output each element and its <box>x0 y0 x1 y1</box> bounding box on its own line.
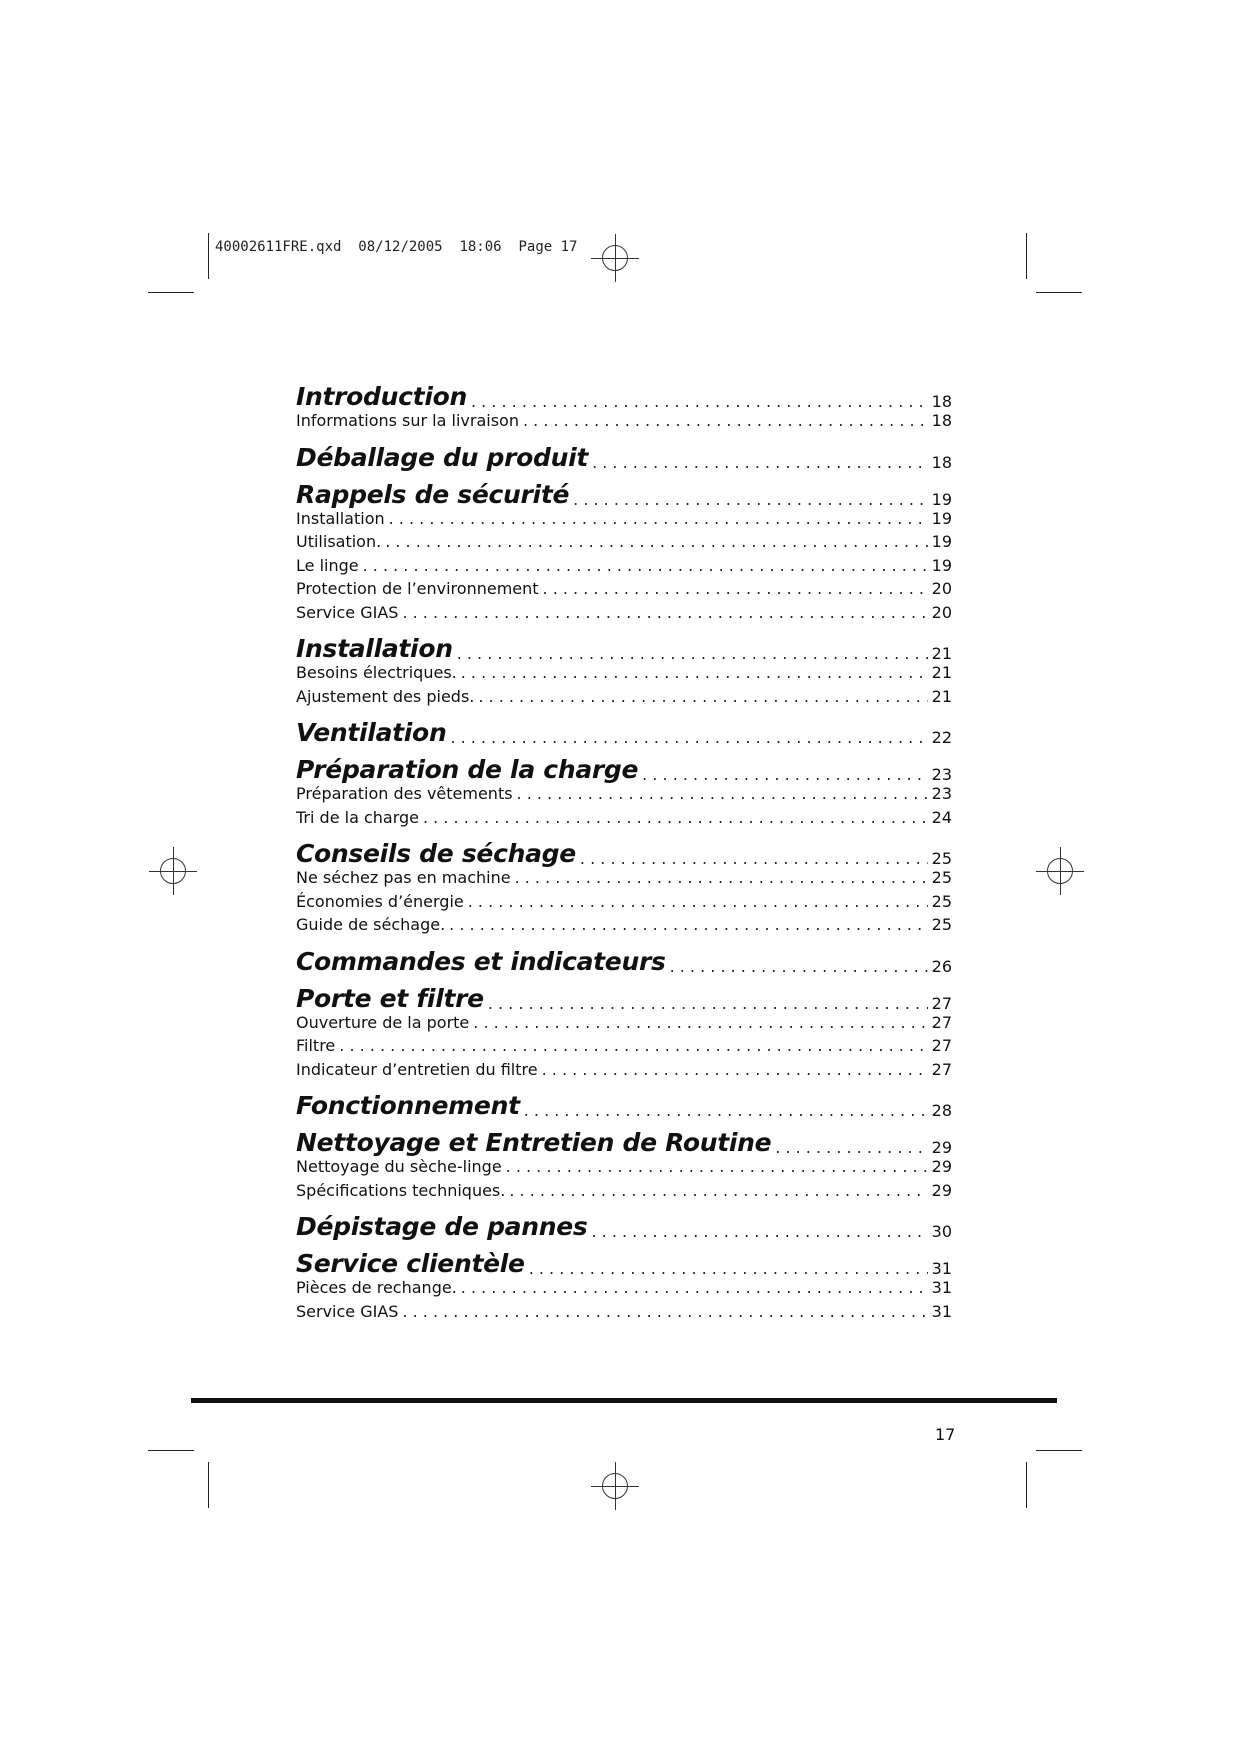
crop-mark <box>1026 1462 1027 1508</box>
toc-title: Ajustement des pieds. <box>296 686 475 706</box>
toc-title: Dépistage de pannes <box>296 1212 588 1241</box>
toc-subsection-entry <box>296 1060 952 1084</box>
toc-subsection-entry <box>296 411 952 435</box>
toc-dot-leader <box>580 849 928 868</box>
toc-page-number: 30 <box>931 1222 952 1241</box>
toc-section-entry <box>296 435 952 472</box>
toc-page-number: 25 <box>931 915 952 934</box>
toc-page-number: 21 <box>931 644 952 663</box>
toc-section-entry <box>296 1083 952 1120</box>
toc-page-number: 29 <box>931 1138 952 1157</box>
toc-section-entry <box>296 472 952 509</box>
toc-page-number: 25 <box>931 849 952 868</box>
toc-dot-leader <box>543 579 928 598</box>
toc-dot-leader <box>523 411 928 430</box>
toc-page-number: 31 <box>931 1259 952 1278</box>
toc-dot-leader <box>573 490 928 509</box>
toc-subsection-entry <box>296 1302 952 1326</box>
toc-page-number: 27 <box>931 1036 952 1055</box>
toc-subsection-entry <box>296 663 952 687</box>
toc-title: Fonctionnement <box>296 1091 520 1120</box>
toc-title: Ventilation <box>296 718 447 747</box>
toc-title: Installation <box>296 508 385 528</box>
toc-page-number: 27 <box>931 1012 952 1032</box>
toc-section-entry <box>296 747 952 784</box>
toc-page-number: 25 <box>931 868 952 887</box>
page-number: 17 <box>935 1425 956 1444</box>
crop-mark <box>148 1450 194 1451</box>
toc-dot-leader <box>515 868 928 887</box>
toc-page-number: 29 <box>931 1157 952 1176</box>
toc-dot-leader <box>473 1013 927 1032</box>
toc-page-number: 23 <box>931 765 952 784</box>
toc-subsection-entry <box>296 808 952 832</box>
toc-section-entry <box>296 374 952 411</box>
toc-subsection-entry <box>296 868 952 892</box>
toc-page-number: 20 <box>931 579 952 598</box>
registration-mark-icon <box>1047 858 1073 884</box>
toc-section-entry <box>296 976 952 1013</box>
toc-title: Service GIAS <box>296 602 399 622</box>
toc-page-number: 18 <box>931 411 952 430</box>
toc-title: Indicateur d’entretien du filtre <box>296 1059 538 1079</box>
toc-dot-leader <box>488 994 928 1013</box>
toc-dot-leader <box>642 765 927 784</box>
toc-title: Le linge <box>296 555 359 575</box>
toc-subsection-entry <box>296 1181 952 1205</box>
toc-page-number: 29 <box>931 1180 952 1200</box>
toc-title: Service GIAS <box>296 1301 399 1321</box>
toc-page-number: 31 <box>931 1301 952 1321</box>
toc-page-number: 27 <box>931 1059 952 1079</box>
toc-title: Économies d’énergie <box>296 891 464 911</box>
toc-section-entry <box>296 831 952 868</box>
toc-page-number: 20 <box>931 602 952 622</box>
toc-dot-leader <box>385 532 927 551</box>
toc-page-number: 18 <box>931 452 952 472</box>
toc-title: Protection de l’environnement <box>296 579 539 598</box>
slug-page: Page 17 <box>518 239 578 255</box>
toc-title: Rappels de sécurité <box>296 479 570 509</box>
slug-time: 18:06 <box>459 239 502 255</box>
toc-title: Ne séchez pas en machine <box>296 868 511 887</box>
toc-page-number: 21 <box>931 686 952 706</box>
toc-page-number: 26 <box>931 956 952 976</box>
toc-title: Conseils de séchage <box>296 839 576 868</box>
print-slug <box>215 239 577 255</box>
toc-title: Pièces de rechange. <box>296 1278 457 1297</box>
toc-dot-leader <box>471 392 928 411</box>
toc-dot-leader <box>402 1302 927 1321</box>
toc-title: Guide de séchage. <box>296 915 446 934</box>
toc-section-entry <box>296 626 952 663</box>
toc-section-entry <box>296 710 952 747</box>
footer-rule <box>191 1398 1057 1403</box>
toc-title: Utilisation. <box>296 532 382 551</box>
toc-page-number: 24 <box>931 807 952 827</box>
toc-dot-leader <box>339 1036 927 1055</box>
toc-dot-leader <box>517 784 928 803</box>
toc-section-entry <box>296 939 952 976</box>
toc-page-number: 23 <box>931 784 952 803</box>
toc-title: Filtre <box>296 1036 336 1055</box>
toc-page-number: 18 <box>931 392 952 411</box>
toc-page-number: 19 <box>931 532 952 551</box>
toc-dot-leader <box>524 1101 928 1120</box>
crop-mark <box>1036 1450 1082 1451</box>
toc-page-number: 19 <box>931 555 952 575</box>
crop-mark <box>1036 292 1082 293</box>
toc-dot-leader <box>461 1278 928 1297</box>
toc-title: Introduction <box>296 382 467 411</box>
toc-dot-leader <box>389 509 928 528</box>
toc-dot-leader <box>542 1060 928 1079</box>
toc-subsection-entry <box>296 532 952 556</box>
toc-section-entry <box>296 1120 952 1157</box>
toc-dot-leader <box>461 663 928 682</box>
toc-dot-leader <box>423 808 928 827</box>
toc-dot-leader <box>363 556 928 575</box>
toc-page-number: 19 <box>931 508 952 528</box>
toc-title: Nettoyage et Entretien de Routine <box>296 1128 772 1157</box>
toc-subsection-entry <box>296 1278 952 1302</box>
toc-subsection-entry <box>296 556 952 580</box>
toc-subsection-entry <box>296 509 952 533</box>
toc-title: Tri de la charge <box>296 807 419 827</box>
toc-subsection-entry <box>296 1157 952 1181</box>
slug-filename: 40002611FRE.qxd <box>215 239 342 255</box>
toc-title: Nettoyage du sèche-linge <box>296 1157 502 1176</box>
toc-page-number: 22 <box>931 728 952 747</box>
toc-dot-leader <box>478 687 927 706</box>
toc-dot-leader <box>468 892 928 911</box>
toc-subsection-entry <box>296 1013 952 1037</box>
toc-subsection-entry <box>296 784 952 808</box>
toc-dot-leader <box>591 1222 927 1241</box>
toc-subsection-entry <box>296 1036 952 1060</box>
toc-subsection-entry <box>296 892 952 916</box>
toc-dot-leader <box>506 1157 928 1176</box>
toc-section-entry <box>296 1241 952 1278</box>
toc-title: Commandes et indicateurs <box>296 946 666 976</box>
toc-page-number: 28 <box>931 1101 952 1120</box>
toc-title: Informations sur la livraison <box>296 411 519 430</box>
toc-title: Préparation de la charge <box>296 755 639 784</box>
toc-page-number: 31 <box>931 1278 952 1297</box>
toc-title: Service clientèle <box>296 1249 525 1278</box>
toc-title: Installation <box>296 634 453 663</box>
toc-dot-leader <box>457 644 928 663</box>
toc-dot-leader <box>592 453 928 472</box>
toc-subsection-entry <box>296 579 952 603</box>
toc-title: Besoins électriques. <box>296 663 457 682</box>
toc-title: Déballage du produit <box>296 442 589 472</box>
registration-mark-icon <box>160 858 186 884</box>
toc-subsection-entry <box>296 603 952 627</box>
slug-date: 08/12/2005 <box>358 239 443 255</box>
crop-mark <box>148 292 194 293</box>
toc-dot-leader <box>450 728 927 747</box>
table-of-contents <box>296 374 952 1325</box>
crop-mark <box>208 1462 209 1508</box>
toc-subsection-entry <box>296 687 952 711</box>
toc-title: Ouverture de la porte <box>296 1012 470 1032</box>
toc-title: Porte et filtre <box>296 983 484 1013</box>
toc-dot-leader <box>670 957 928 976</box>
registration-mark-icon <box>602 1473 628 1499</box>
toc-page-number: 19 <box>931 489 952 509</box>
toc-dot-leader <box>529 1259 928 1278</box>
crop-mark <box>1026 233 1027 279</box>
toc-dot-leader <box>449 915 927 934</box>
toc-page-number: 21 <box>931 663 952 682</box>
crop-mark <box>208 233 209 279</box>
registration-mark-icon <box>602 245 628 271</box>
toc-dot-leader <box>775 1138 927 1157</box>
toc-subsection-entry <box>296 915 952 939</box>
toc-page-number: 27 <box>931 993 952 1013</box>
toc-section-entry <box>296 1204 952 1241</box>
toc-page-number: 25 <box>931 891 952 911</box>
toc-title: Préparation des vêtements <box>296 784 513 803</box>
toc-dot-leader <box>509 1181 927 1200</box>
toc-dot-leader <box>402 603 927 622</box>
toc-title: Spécifications techniques. <box>296 1180 506 1200</box>
